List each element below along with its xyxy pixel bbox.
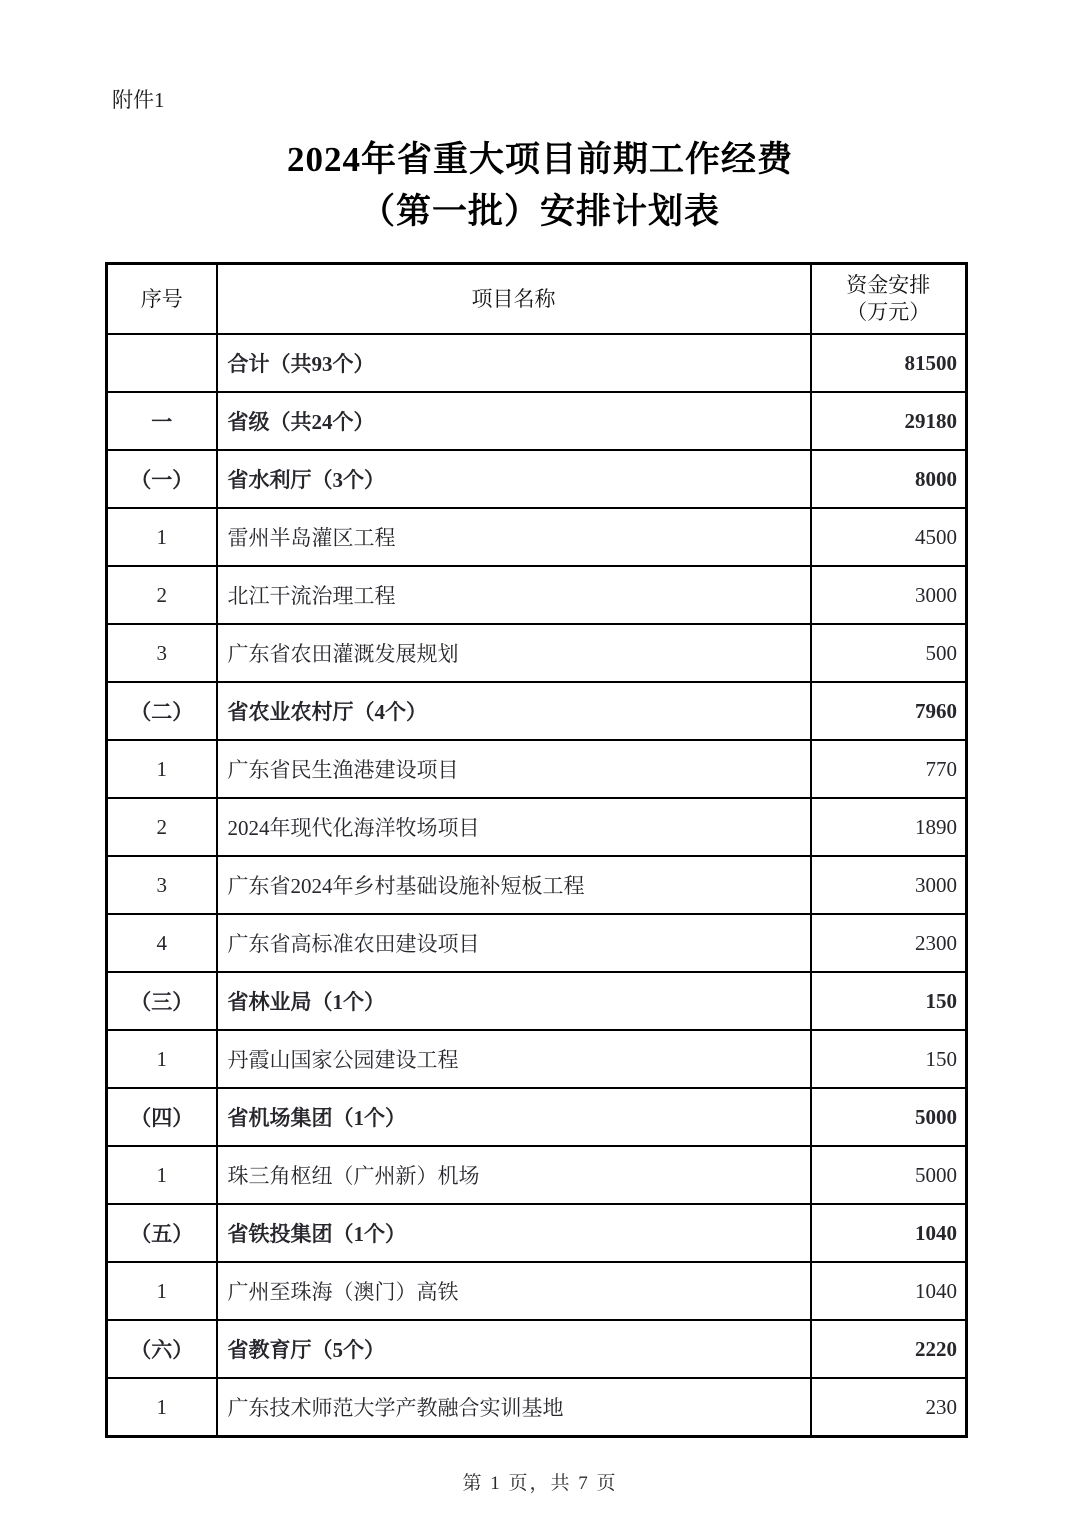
document-title [0,134,1080,238]
row-amount-cell: 5000 [811,1088,967,1146]
table-row [107,972,967,1030]
row-index-cell: 1 [107,1030,217,1088]
row-name-cell: 丹霞山国家公园建设工程 [217,1030,811,1088]
row-index-cell: 一 [107,392,217,450]
row-amount-cell: 500 [811,624,967,682]
table-row [107,1146,967,1204]
row-name-cell: 省水利厅（3个） [217,450,811,508]
row-index-cell: （四） [107,1088,217,1146]
row-index-cell: 3 [107,624,217,682]
row-index-cell: （一） [107,450,217,508]
row-name-cell: 广东省农田灌溉发展规划 [217,624,811,682]
header-row [107,264,967,335]
table-body [107,334,967,1437]
row-name-cell: 省教育厅（5个） [217,1320,811,1378]
row-index-cell: （六） [107,1320,217,1378]
document-title-line1: 2024年省重大项目前期工作经费 [286,140,793,179]
row-index-cell: 1 [107,1378,217,1437]
row-name-cell: 省铁投集团（1个） [217,1204,811,1262]
row-amount-cell: 3000 [811,566,967,624]
row-index-cell: 1 [107,1146,217,1204]
row-amount-cell: 81500 [811,334,967,392]
row-index-cell: 3 [107,856,217,914]
row-amount-cell: 150 [811,972,967,1030]
table-row [107,392,967,450]
row-amount-cell: 5000 [811,1146,967,1204]
row-name-cell: 省农业农村厅（4个） [217,682,811,740]
column-header-name: 项目名称 [217,264,811,335]
table-row [107,1378,967,1437]
table-row [107,508,967,566]
row-index-cell: 2 [107,798,217,856]
row-name-cell: 合计（共93个） [217,334,811,392]
column-header-amount [811,264,967,335]
table-row [107,682,967,740]
row-index-cell: （三） [107,972,217,1030]
row-index-cell: 1 [107,508,217,566]
row-name-cell: 广东省2024年乡村基础设施补短板工程 [217,856,811,914]
row-name-cell: 省级（共24个） [217,392,811,450]
row-name-cell: 广州至珠海（澳门）高铁 [217,1262,811,1320]
row-name-cell: 广东省民生渔港建设项目 [217,740,811,798]
row-amount-cell: 1890 [811,798,967,856]
table-row [107,914,967,972]
row-index-cell: 2 [107,566,217,624]
row-index-cell: 4 [107,914,217,972]
row-index-cell [107,334,217,392]
row-name-cell: 珠三角枢纽（广州新）机场 [217,1146,811,1204]
table-row [107,1262,967,1320]
table-row [107,566,967,624]
row-name-cell: 北江干流治理工程 [217,566,811,624]
row-name-cell: 雷州半岛灌区工程 [217,508,811,566]
attachment-label: 附件1 [112,88,165,112]
row-name-cell: 省林业局（1个） [217,972,811,1030]
table-row [107,740,967,798]
table-row [107,1320,967,1378]
row-index-cell: 1 [107,1262,217,1320]
row-amount-cell: 1040 [811,1204,967,1262]
row-amount-cell: 8000 [811,450,967,508]
table-row [107,1204,967,1262]
row-amount-cell: 7960 [811,682,967,740]
row-name-cell: 广东技术师范大学产教融合实训基地 [217,1378,811,1437]
column-header-amount-line2: （万元） [846,300,931,324]
table-row [107,798,967,856]
row-amount-cell: 2300 [811,914,967,972]
row-index-cell: （二） [107,682,217,740]
row-amount-cell: 150 [811,1030,967,1088]
row-amount-cell: 29180 [811,392,967,450]
funding-table [105,262,968,1438]
row-amount-cell: 4500 [811,508,967,566]
table-row [107,1030,967,1088]
row-amount-cell: 770 [811,740,967,798]
table-row [107,450,967,508]
table-row [107,334,967,392]
row-amount-cell: 230 [811,1378,967,1437]
page-footer: 第 1 页，共 7 页 [462,1473,618,1494]
table-row [107,1088,967,1146]
table-row [107,856,967,914]
row-amount-cell: 2220 [811,1320,967,1378]
document-title-line2: （第一批）安排计划表 [359,192,720,231]
row-index-cell: 1 [107,740,217,798]
row-index-cell: （五） [107,1204,217,1262]
row-amount-cell: 1040 [811,1262,967,1320]
row-name-cell: 省机场集团（1个） [217,1088,811,1146]
row-amount-cell: 3000 [811,856,967,914]
row-name-cell: 广东省高标准农田建设项目 [217,914,811,972]
table-row [107,624,967,682]
column-header-amount-line1: 资金安排 [846,273,931,297]
row-name-cell: 2024年现代化海洋牧场项目 [217,798,811,856]
column-header-index: 序号 [107,264,217,335]
table-header [107,264,967,335]
